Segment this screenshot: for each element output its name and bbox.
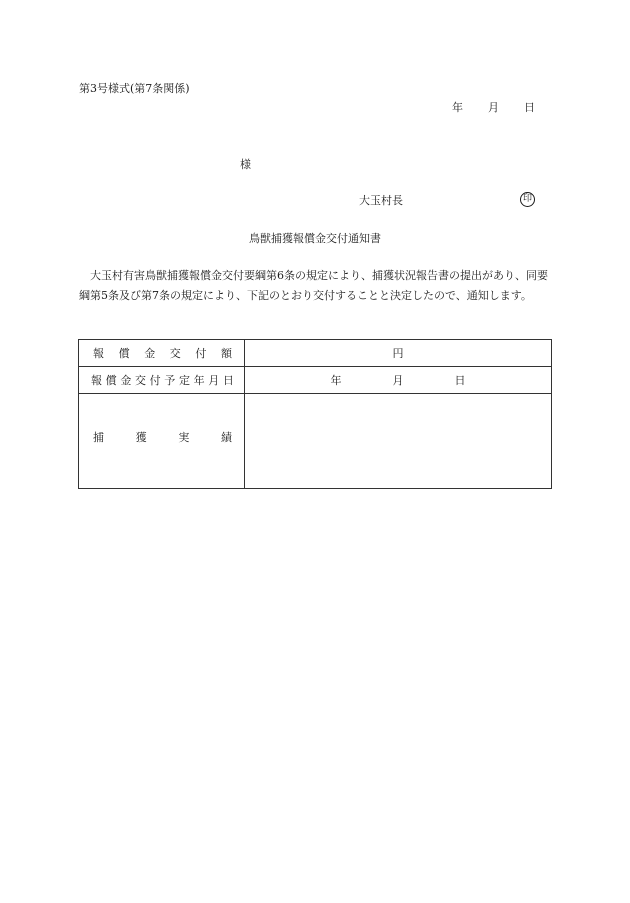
table-row-reward-amount <box>79 340 552 367</box>
date-day-label: 日 <box>524 101 535 114</box>
seal-mark: 印 <box>520 192 535 207</box>
label-char: 定 <box>178 374 190 387</box>
label-char: 実 <box>178 431 190 444</box>
table-row-capture-results <box>79 394 552 489</box>
label-char: 績 <box>220 431 232 444</box>
scheduled-date-label <box>79 367 245 394</box>
label-char: 付 <box>195 347 207 360</box>
date-year-unit: 年 <box>330 374 342 387</box>
label-char: 報 <box>93 347 104 360</box>
form-number: 第3号様式(第7条関係) <box>79 82 190 95</box>
label-char: 償 <box>118 347 130 360</box>
issuer-name: 大玉村長 <box>359 194 403 207</box>
date-line <box>452 102 535 113</box>
label-char: 捕 <box>93 431 104 444</box>
body-text <box>79 266 553 306</box>
addressee-honorific: 様 <box>240 158 251 171</box>
date-month-unit: 月 <box>392 374 404 387</box>
label-char: 交 <box>134 374 146 387</box>
label-char: 獲 <box>135 431 147 444</box>
label-char: 金 <box>120 374 132 387</box>
reward-amount-value[interactable] <box>245 340 552 367</box>
label-char: 償 <box>105 374 117 387</box>
date-year-label: 年 <box>452 101 463 114</box>
capture-results-value[interactable] <box>245 394 552 489</box>
body-paragraph <box>79 266 553 306</box>
reward-amount-label <box>79 340 245 367</box>
date-month-label: 月 <box>488 101 499 114</box>
label-char: 金 <box>144 347 156 360</box>
label-char: 交 <box>169 347 181 360</box>
label-char: 年 <box>193 374 205 387</box>
yen-unit: 円 <box>392 347 404 360</box>
label-char: 額 <box>220 347 232 360</box>
body-paragraph-text: 大玉村有害鳥獣捕獲報償金交付要綱第6条の規定により、捕獲状況報告書の提出があり、同要綱第5条及び第7条の規定により、下記のとおり交付することと決定したので、通知します。 <box>79 269 548 302</box>
label-char: 報 <box>91 374 102 387</box>
detail-table <box>78 339 552 489</box>
label-char: 付 <box>149 374 161 387</box>
label-char: 月 <box>208 374 220 387</box>
scheduled-date-value[interactable] <box>245 367 552 394</box>
date-day-unit: 日 <box>454 374 466 387</box>
table-row-scheduled-date <box>79 367 552 394</box>
label-char: 日 <box>222 374 234 387</box>
document-title: 鳥獣捕獲報償金交付通知書 <box>249 232 381 245</box>
capture-results-label <box>79 394 245 489</box>
label-char: 予 <box>164 374 176 387</box>
